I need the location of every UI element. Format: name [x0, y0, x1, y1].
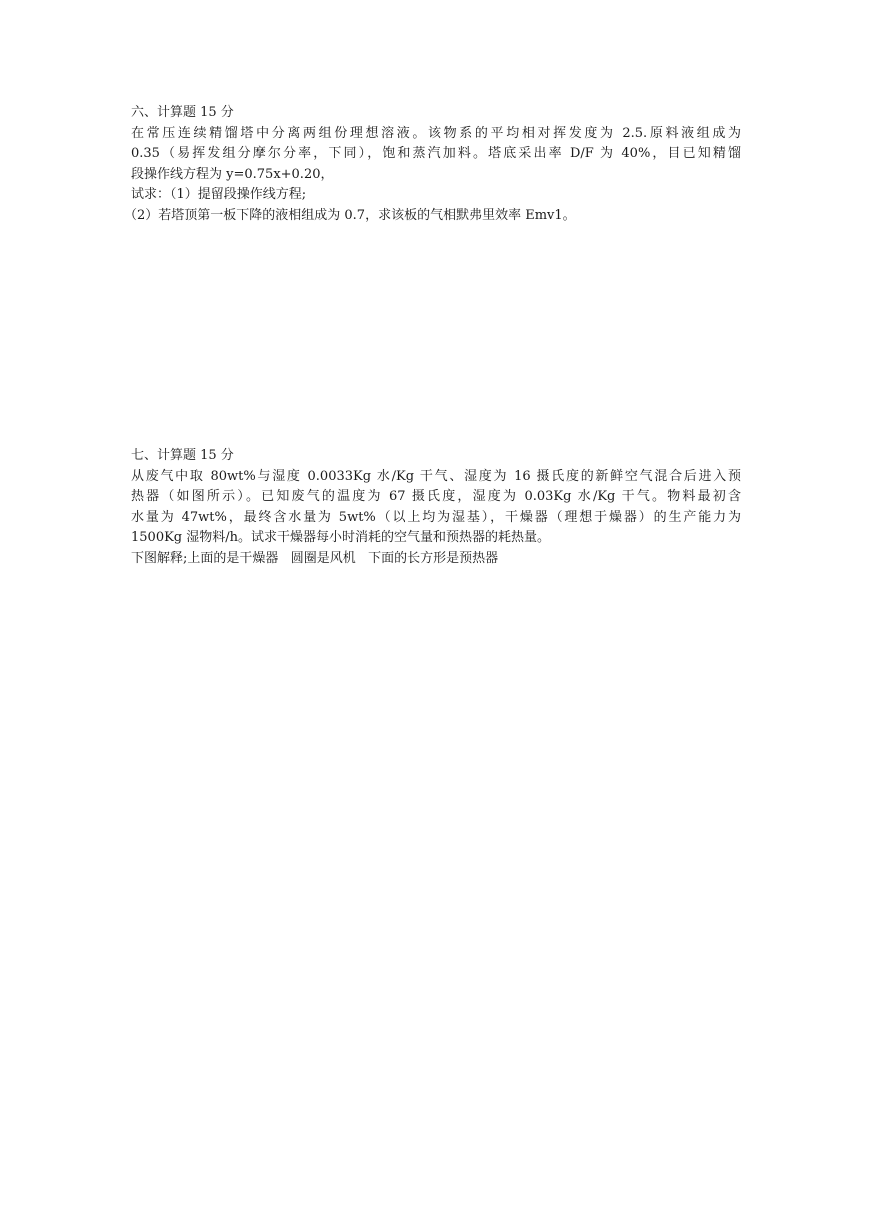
problem-6-line-2: 0.35（易挥发组分摩尔分率，下同），饱和蒸汽加料。塔底采出率 D/F 为 40%，目已知精馏: [131, 146, 741, 161]
problem-6-line-4: 试求：（1）提留段操作线方程;: [131, 187, 307, 202]
problem-6: [124, 103, 741, 226]
problem-7-heading: 七、计算题 15 分: [131, 448, 234, 463]
problem-6-heading: 六、计算题 15 分: [131, 105, 234, 120]
problem-7-line-5: 下图解释;上面的是干燥器 圆圈是风机 下面的长方形是预热器: [131, 550, 499, 566]
problem-6-line-5: （2）若塔顶第一板下降的液相组成为 0.7，求该板的气相默弗里效率 Emv1。: [124, 207, 576, 223]
problem-7: [131, 446, 741, 569]
problem-6-line-3: 段操作线方程为 y=0.75x+0.20，: [131, 166, 334, 182]
problem-7-line-2: 热器（如图所示）。已知废气的温度为 67 摄氏度，湿度为 0.03Kg 水/Kg 干气。物料最初含: [131, 489, 741, 504]
problem-6-line-1: 在常压连续精馏塔中分离两组份理想溶液。该物系的平均相对挥发度为 2.5.原料液组成为: [131, 125, 741, 141]
problem-7-line-3: 水量为 47wt%，最终含水量为 5wt%（以上均为湿基），干燥器（理想于燥器）的生产能力为: [131, 509, 741, 525]
problem-7-line-4: 1500Kg 湿物料/h。试求干燥器每小时消耗的空气量和预热器的耗热量。: [131, 530, 551, 545]
problem-7-line-1: 从废气中取 80wt%与湿度 0.0033Kg 水/Kg 干气、湿度为 16 摄氏度的新鲜空气混合后进入预: [131, 468, 741, 484]
